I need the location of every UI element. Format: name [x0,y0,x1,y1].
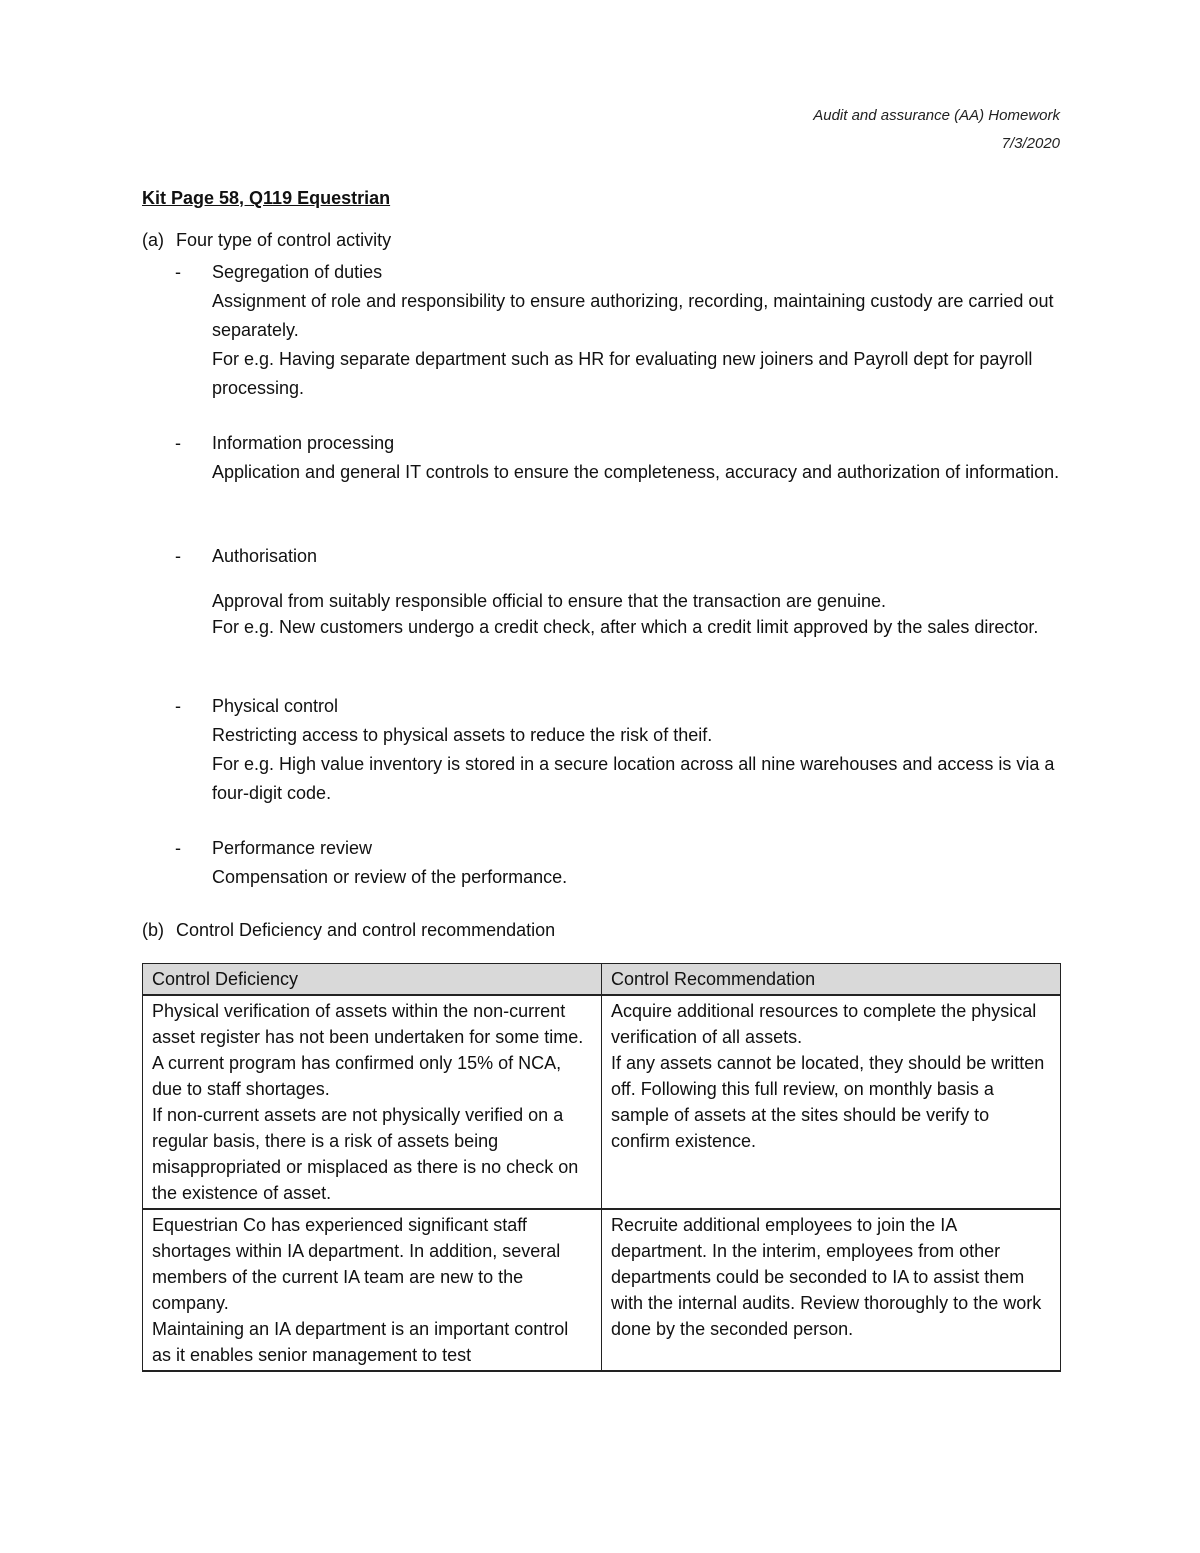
cell-paragraph: Acquire additional resources to complete the physical verification of all assets. [611,1001,1037,1047]
table-row [143,995,1061,1209]
control-item-line: Restricting access to physical assets to reduce the risk of theif. [212,725,713,745]
part-a-title: Four type of control activity [176,230,392,250]
cell-paragraph: A current program has confirmed only 15% of NCA, due to staff shortages. [152,1053,562,1099]
part-b-title: Control Deficiency and control recommendation [176,920,556,940]
column-header-recommendation: Control Recommendation [602,964,1061,996]
list-dash: - [175,262,181,282]
part-a-heading [142,230,391,251]
part-b-heading [142,920,555,941]
control-item-line: Approval from suitably responsible official to ensure that the transaction are genuine. [212,591,887,611]
deficiency-cell [143,995,602,1209]
control-item-title: Segregation of duties [212,262,383,282]
control-item-authorisation [175,542,1065,640]
table-header-row [143,964,1061,996]
control-item-line: For e.g. Having separate department such as HR for evaluating new joiners and Payroll dept for payroll processing. [212,349,1033,398]
list-dash: - [175,433,181,453]
header-subject: Audit and assurance (AA) Homework [813,107,1060,124]
control-table [142,963,1061,1372]
control-item-title: Information processing [212,433,395,453]
recommendation-cell [602,995,1061,1209]
list-dash: - [175,546,181,566]
cell-paragraph: Physical verification of assets within the non-current asset register has not been undertaken for some time. [152,1001,584,1047]
header-date: 7/3/2020 [1001,135,1060,152]
control-item-title: Authorisation [212,546,318,566]
part-a-label: (a) [142,230,164,250]
recommendation-cell [602,1209,1061,1371]
page-header [813,102,1060,158]
control-item-title: Performance review [212,838,373,858]
control-item-line: Application and general IT controls to ensure the completeness, accuracy and authorization of information. [212,462,1060,482]
cell-paragraph: Maintaining an IA department is an important control as it enables senior management to test [152,1319,569,1365]
cell-paragraph: Equestrian Co has experienced significant staff shortages within IA department. In addition, several members of the current IA team are new to the company. [152,1215,561,1313]
control-item-information-processing [175,429,1065,487]
list-dash: - [175,838,181,858]
cell-paragraph: If non-current assets are not physically verified on a regular basis, there is a risk of assets being misappropriated or misplaced as there is no check on the existence of asset. [152,1105,579,1203]
table-row [143,1209,1061,1371]
deficiency-cell [143,1209,602,1371]
cell-paragraph: If any assets cannot be located, they should be written off. Following this full review, on monthly basis a sample of assets at the sites should be verify to confirm existence. [611,1053,1045,1151]
control-item-physical-control [175,692,1065,808]
control-item-performance-review [175,834,1065,892]
control-item-line: For e.g. New customers undergo a credit check, after which a credit limit approved by the sales director. [212,617,1039,637]
control-item-segregation [175,258,1065,403]
list-dash: - [175,696,181,716]
column-header-deficiency: Control Deficiency [143,964,602,996]
control-item-line: Assignment of role and responsibility to ensure authorizing, recording, maintaining custody are carried out separately. [212,291,1054,340]
question-heading: Kit Page 58, Q119 Equestrian [142,188,391,208]
control-item-line: Compensation or review of the performance. [212,867,568,887]
control-item-title: Physical control [212,696,339,716]
cell-paragraph: Recruite additional employees to join the IA department. In the interim, employees from other departments could be seconded to IA to assist them with the internal audits. Review thoroughly to the work done by the seconded person. [611,1215,1042,1339]
part-b-label: (b) [142,920,164,940]
control-item-line: For e.g. High value inventory is stored in a secure location across all nine warehouses and access is via a four-digit code. [212,754,1055,803]
